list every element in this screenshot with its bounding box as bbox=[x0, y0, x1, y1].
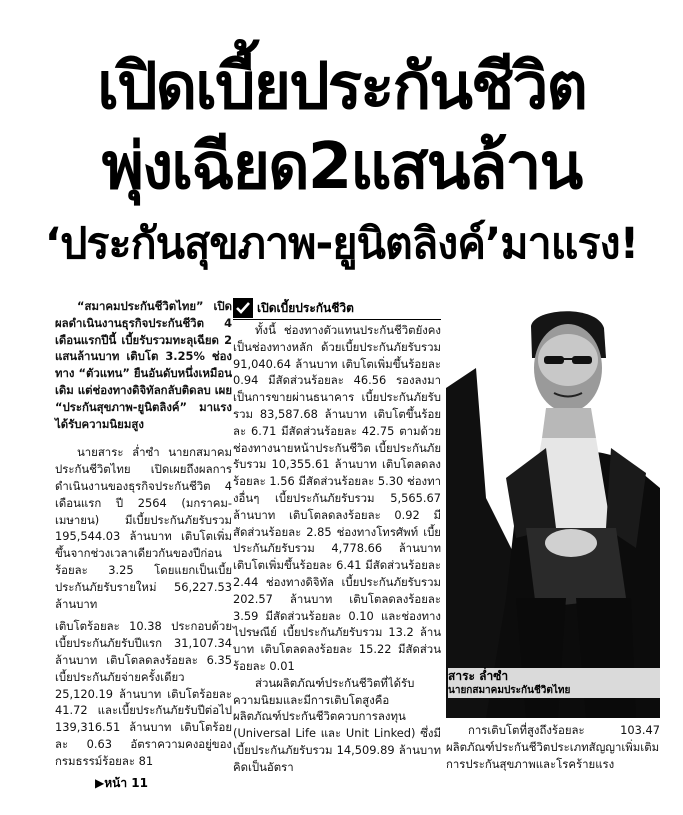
section-label-text: เปิดเบี้ยประกันชีวิต bbox=[257, 300, 354, 315]
article-column-2 bbox=[233, 322, 441, 776]
play-arrow-icon: ▶ bbox=[95, 776, 105, 790]
headline-line-2: พุ่งเฉียด2แสนล้าน bbox=[101, 130, 582, 204]
body-paragraph: นายสาระ ล่ำซำ นายกสมาคมประกันชีวิตไทย เปิดเผยถึงผลการดำเนินงานของธุรกิจประกันชีวิต 4 เดือนแรก ปี 2564 (มกราคม-เมษายน) มีเบี้ยประกันภัยรับรวม 195,544.03 ล้านบาท เติบโตเพิ่มขึ้นจากช่วงเวลาเดียวกันของปีก่อน ร้อยละ 3.25 โดยแยกเป็นเบี้ยประกันภัยรับรายใหม่ 56,227.53 ล้านบาท bbox=[55, 445, 232, 611]
continued-label: หน้า 11 bbox=[104, 776, 148, 790]
caption-name: สาระ ล่ำซำ bbox=[448, 669, 509, 683]
checkmark-icon bbox=[233, 298, 253, 318]
caption-title: นายกสมาคมประกันชีวิตไทย bbox=[448, 685, 571, 696]
lead-paragraph: “สมาคมประกันชีวิตไทย” เปิดผลดำเนินงานธุรกิจประกันชีวิต 4 เดือนแรกปีนี้ เบี้ยรับรวมทะลุเฉียด 2 แสนล้านบาท เติบโต 3.25% ช่องทาง “ตัวแทน” ยืนอันดับหนึ่งเหมือนเดิม แต่ช่องทางดิจิทัลกลับติดลบ เผย “ประกันสุขภาพ-ยูนิตลิงค์” มาแรงได้รับความนิยมสูง bbox=[55, 299, 232, 431]
body-paragraph: เติบโตร้อยละ 10.38 ประกอบด้วยเบี้ยประกันภัยรับปีแรก 31,107.34 ล้านบาท เติบโตลดลงร้อยละ 6.35 เบี้ยประกันภัยจ่ายครั้งเดียว 25,120.19 ล้านบาท เติบโตร้อยละ 41.72 และเบี้ยประกันภัยรับปีต่อไป 139,316.51 ล้านบาท เติบโตร้อยละ 0.63 อัตราความคงอยู่ของกรมธรรม์ร้อยละ 81 bbox=[55, 619, 232, 768]
article-column-3 bbox=[446, 722, 660, 772]
body-paragraph: ส่วนผลิตภัณฑ์ประกันชีวิตที่ได้รับความนิยมและมีการเติบโตสูงคือ ผลิตภัณฑ์ประกันชีวิตควบการลงทุน (Universal Life และ Unit Linked) ซึ่งมีเบี้ยประกันภัยรับรวม 14,509.89 ล้านบาท คิดเป็นอัตรา bbox=[233, 675, 441, 774]
section-label bbox=[233, 297, 441, 320]
body-paragraph: การเติบโตที่สูงถึงร้อยละ 103.47 ผลิตภัณฑ์ประกันชีวิตประเภทสัญญาเพิ่มเติมการประกันสุขภาพและโรคร้ายแรง bbox=[446, 723, 660, 771]
checkmark-svg bbox=[235, 300, 251, 316]
article-column-1 bbox=[55, 298, 232, 770]
portrait-illustration bbox=[446, 298, 660, 718]
continued-link[interactable] bbox=[95, 774, 148, 793]
portrait-photo bbox=[446, 298, 660, 718]
headline-line-1: เปิดเบี้ยประกันชีวิต bbox=[97, 50, 586, 124]
body-paragraph: ทั้งนี้ ช่องทางตัวแทนประกันชีวิตยังคงเป็นช่องทางหลัก ด้วยเบี้ยประกันภัยรับรวม 91,040.64 ล้านบาท เติบโตเพิ่มขึ้นร้อยละ 0.94 มีสัดส่วนร้อยละ 46.56 รองลงมาเป็นการขายผ่านธนาคาร เบี้ยประกันภัยรับรวม 83,587.68 ล้านบาท เติบโตขึ้นร้อยละ 6.71 มีสัดส่วนร้อยละ 42.75 ตามด้วยช่องทางนายหน้าประกันชีวิต เบี้ยประกันภัยรับรวม 10,355.61 ล้านบาท เติบโตลดลงร้อยละ 1.56 มีสัดส่วนร้อยละ 5.30 ช่องทางอื่นๆ เบี้ยประกันภัยรับรวม 5,565.67 ล้านบาท เติบโตลดลงร้อยละ 0.92 มีสัดส่วนร้อยละ 2.85 ช่องทางโทรศัพท์ เบี้ยประกันภัยรับรวม 4,778.66 ล้านบาท เติบโตเพิ่มขึ้นร้อยละ 6.41 มีสัดส่วนร้อยละ 2.44 ช่องทางดิจิทัล เบี้ยประกันภัยรับรวม 202.57 ล้านบาท เติบโตลดลงร้อยละ 3.59 มีสัดส่วนร้อยละ 0.10 และช่องทางไปรษณีย์ เบี้ยประกันภัยรับรวม 13.2 ล้านบาท เติบโตลดลงร้อยละ 15.22 มีสัดส่วนร้อยละ 0.01 bbox=[233, 323, 441, 673]
headline-line-3: ‘ประกันสุขภาพ-ยูนิตลิงค์’มาแรง! bbox=[44, 219, 639, 269]
photo-caption bbox=[448, 668, 660, 698]
